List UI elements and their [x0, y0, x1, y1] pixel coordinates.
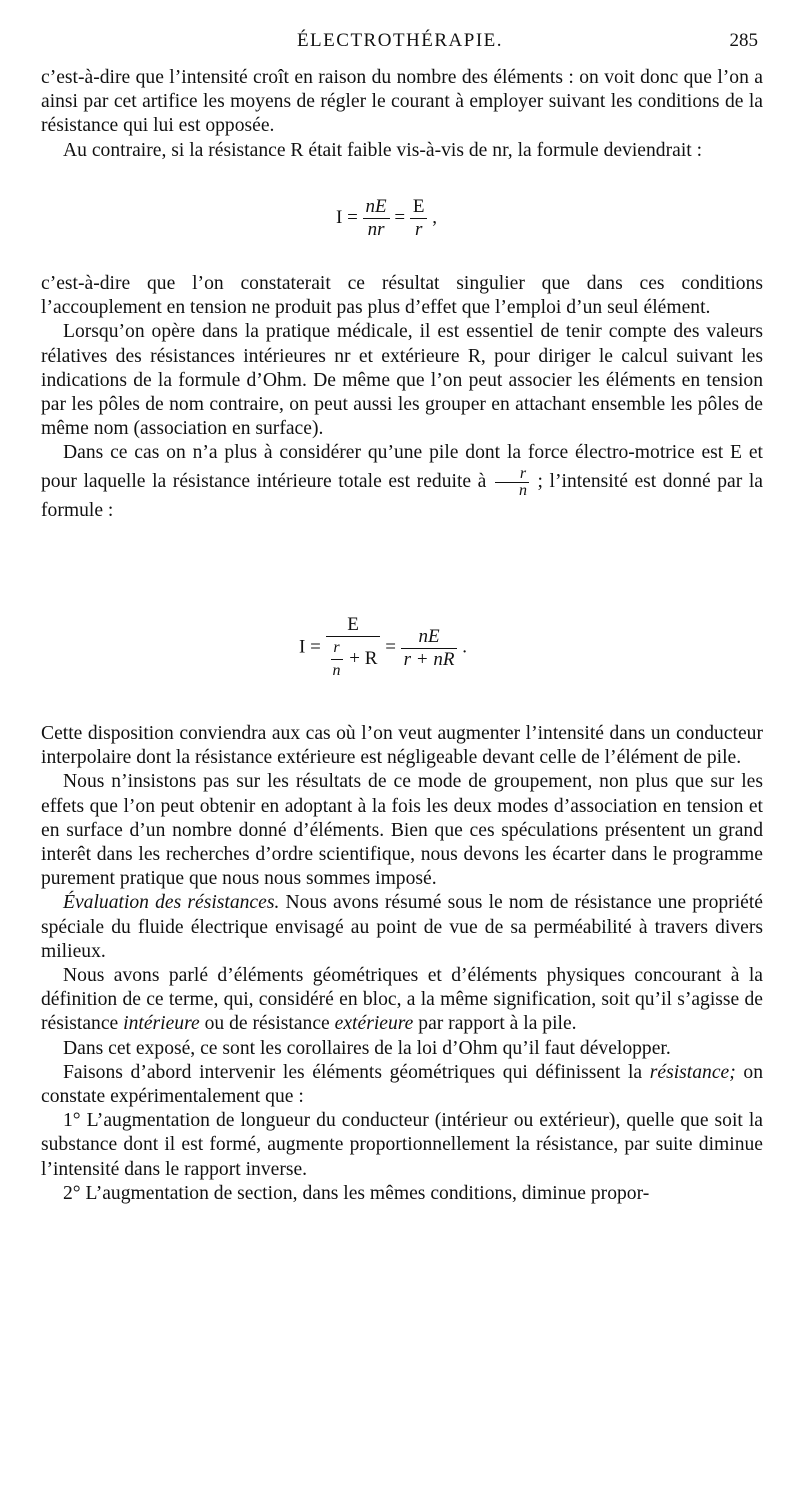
formula-1-denominator-2: r	[414, 219, 423, 240]
formula-1	[41, 196, 763, 266]
formula-2-fraction-1	[326, 614, 381, 682]
text-block-3	[41, 722, 763, 1206]
page-number: 285	[729, 30, 758, 51]
paragraph-8: Évaluation des résistances. Nous avons résumé sous le nom de résistance une propriété spéciale du fluide électrique envisagé au point de vue de sa perméabilité à travers divers milieux.	[41, 892, 763, 962]
text-block-1	[41, 66, 763, 163]
inline-fraction: $\frac{r}{n}$	[495, 466, 529, 499]
paragraph-3: c’est-à-dire que l’on constaterait ce résultat singulier que dans ces conditions l’accouplement en tension ne produit pas plus d’effet que l’emploi d’un seul élément.	[41, 273, 763, 319]
formula-2-numerator-1: E	[326, 614, 381, 637]
formula-2-numerator-2: nE	[401, 626, 458, 649]
paragraph-5: Dans ce cas on n’a plus à considérer qu’une pile dont la force électro-motrice est E et pour laquelle la résistance intérieure totale est reduite à $\frac{r}{n}$ ; l’intensité est donné par la formule :	[41, 442, 763, 521]
paragraph-13: 2° L’augmentation de section, dans les mêmes conditions, diminue propor-	[63, 1182, 650, 1204]
section-title: Évaluation des résistances.	[63, 892, 280, 914]
page-header	[40, 30, 760, 56]
formula-2-denominator-1: $\frac{r}{n}$ + R	[332, 639, 378, 679]
formula-1-equals: =	[394, 206, 406, 228]
paragraph-10: Dans cet exposé, ce sont les corollaires de la loi d’Ohm qu’il faut développer.	[63, 1037, 671, 1059]
paragraph-2: Au contraire, si la résistance R était faible vis-à-vis de nr, la formule deviendrait :	[63, 139, 703, 161]
text-block-2	[41, 272, 763, 523]
formula-1-end: ,	[432, 206, 437, 228]
running-title: ÉLECTROTHÉRAPIE.	[296, 30, 504, 51]
formula-1-fraction-2	[410, 196, 428, 241]
formula-1-denominator-1: nr	[367, 219, 385, 240]
formula-2-lhs: I =	[299, 636, 321, 658]
formula-2-fraction-2	[401, 626, 458, 671]
formula-1-numerator-1: nE	[363, 196, 390, 219]
paragraph-1: c’est-à-dire que l’intensité croît en raison du nombre des éléments : on voit donc que l’on a ainsi par cet artifice les moyens de régler le courant à employer suivant les conditions de la résistance qui lui est opposée.	[41, 67, 763, 137]
paragraph-9: Nous avons parlé d’éléments géométriques et d’éléments physiques concourant à la définition de ce terme, qui, considéré en bloc, a la même signification, soit qu’il s’agisse de résistance intérieure ou de résistance extérieure par rapport à la pile.	[41, 965, 763, 1035]
formula-2-denominator-2: r + nR	[403, 648, 455, 670]
formula-2-equals: =	[385, 636, 396, 658]
paragraph-4: Lorsqu’on opère dans la pratique médicale, il est essentiel de tenir compte des valeurs rélatives des résistances intérieures nr et extérieure R, pour diriger le calcul suivant les indications de la formule d’Ohm. De même que l’on peut associer les éléments en tension par les pôles de nom contraire, on peut aussi les grouper en attachant ensemble les pôles de même nom (association en surface).	[41, 321, 763, 440]
formula-1-lhs: I =	[336, 206, 358, 228]
paragraph-11: Faisons d’abord intervenir les éléments géométriques qui définissent la résistance; on constate expérimentalement que :	[41, 1061, 763, 1108]
formula-2-end: .	[462, 636, 467, 658]
formula-2	[41, 614, 763, 704]
paragraph-6: Cette disposition conviendra aux cas où l’on veut augmenter l’intensité dans un conducteur interpolaire dont la résistance extérieure est négligeable devant celle de l’élément de pile.	[41, 723, 763, 769]
paragraph-7: Nous n’insistons pas sur les résultats de ce mode de groupement, non plus que sur les effets que l’on peut obtenir en adoptant à la fois les deux modes d’association en tension et en surface d’un nombre donné d’éléments. Bien que ces spéculations présentent un grand interêt dans les recherches d’ordre scientifique, nous devons les écarter dans le programme purement pratique que nous nous sommes imposé.	[41, 771, 763, 890]
formula-1-fraction-1	[363, 196, 390, 241]
formula-1-numerator-2: E	[410, 196, 428, 219]
paragraph-12: 1° L’augmentation de longueur du conducteur (intérieur ou extérieur), quelle que soit la substance dont il est formé, augmente proportionnellement la résistance, par suite diminue l’intensité dans le rapport inverse.	[41, 1110, 763, 1180]
